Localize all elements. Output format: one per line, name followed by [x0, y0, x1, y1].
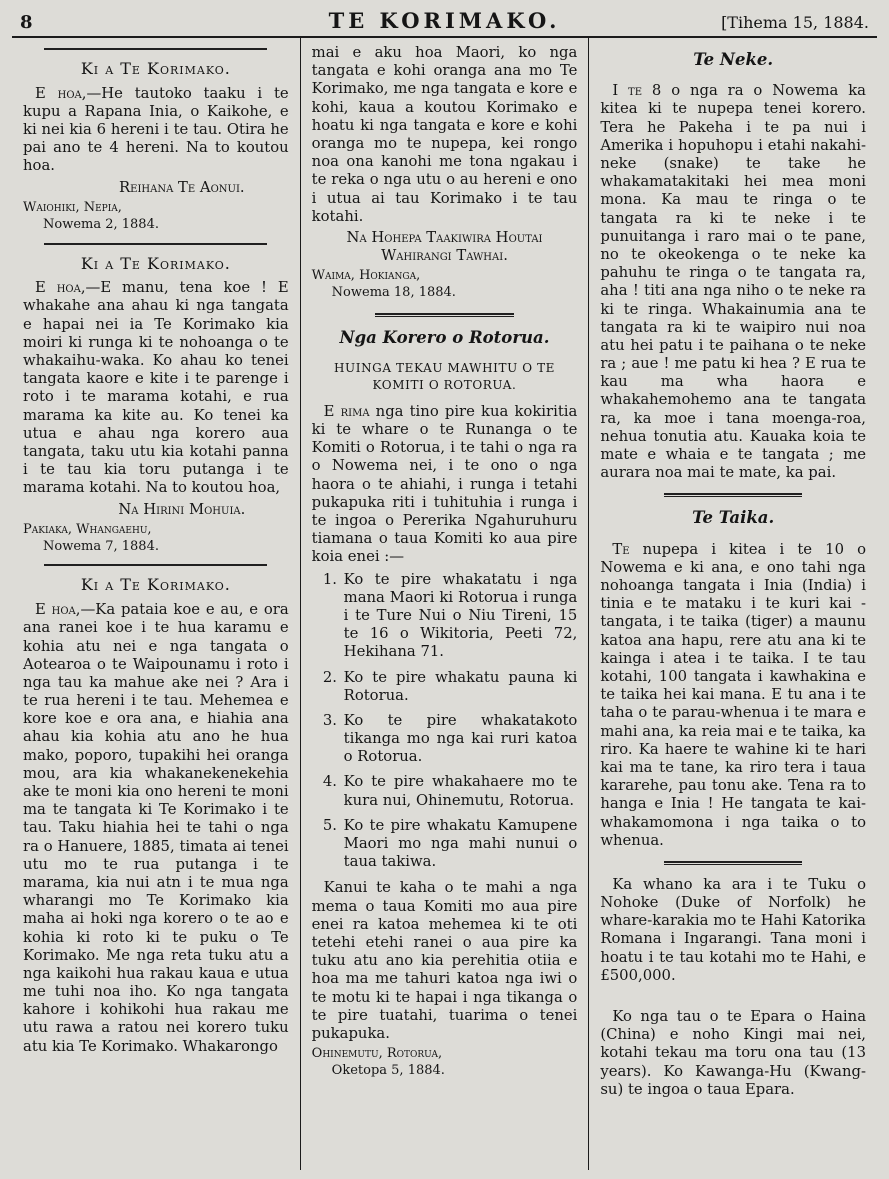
letter-heading: Ki a Te Korimako.	[80, 59, 231, 78]
article-text: nga tino pire kua kokiritia ki te whare o te Runanga o te Komiti o Rotorua, i te tahi o nga ra o Nowema nei, i te ono o nga haora o te ahiahi, i runga i tetahi pukapuka riti i tuhituhia i runga i te ingoa o Pererika Ngahuruhuru tiamana o taua Komiti ko aua pire koia enei :—	[311, 402, 578, 566]
dateline-place: Waima, Hokianga,	[311, 268, 421, 284]
article-te-neke	[600, 50, 866, 482]
letter-text: He tautoko taaku i te kupu a Rapana Inia, o Kaikohe, e ki nei kia 6 hereni i te tau. Otira he pai ano te 4 hereni. Na to koutou hoa.	[23, 84, 289, 175]
article-body	[600, 541, 866, 850]
letter-body	[23, 601, 289, 1056]
column-1	[12, 38, 300, 1170]
dateline-place: Ohinemutu, Rotorua,	[311, 1046, 443, 1062]
bill-item: 1. Ko te pire whakatatu i nga mana Maori ki Rotorua i runga i te Ture Nui o Niu Tireni, 15 te 16 o Wikitoria, Peeti 72, Hekihana 71.	[342, 571, 578, 662]
article-lead: I te	[612, 82, 643, 100]
dateline-date: Nowema 7, 1884.	[43, 538, 159, 554]
letter-salutation: E hoa,—	[35, 279, 101, 297]
dateline-date: Oketopa 5, 1884.	[331, 1062, 445, 1078]
article-title: Nga Korero o Rotorua.	[339, 328, 550, 348]
bill-item: 4. Ko te pire whakahaere mo te kura nui, Ohinemutu, Rotorua.	[342, 773, 578, 809]
column-2	[300, 38, 589, 1170]
columns	[12, 38, 877, 1170]
news-note: Ko nga tau o te Epara o Haina (China) e noho Kingi mai nei, kotahi tekau ma toru ona tau (13 years). Ko Kawanga-Hu (Kwang-su) te ingoa o taua Epara.	[600, 1008, 867, 1098]
paper-title: TE KORIMAKO.	[328, 8, 561, 33]
article-divider	[664, 861, 802, 865]
letter-3	[23, 575, 289, 1055]
issue-date: [Tihema 15, 1884.	[721, 13, 869, 32]
article-subtitle: HUINGA TEKAU MAWHITU O TE KOMITI O ROTORUA.	[333, 361, 556, 393]
letter-continuation: mai e aku hoa Maori, ko nga tangata e kohi oranga ana mo Te Korimako, me nga tangata e kore e kohi, kaua a koutou Korimako e hoatu ki nga tangata e kore e kohi oranga mo te nupepa, kei rongo noa ona kanohi me tona ngakau i te reka o nga utu o au hereni e ono i utua ai tau Korimako i te tau kotahi.	[311, 44, 578, 225]
article-closing: Kanui te kaha o te mahi a nga mema o taua Komiti mo aua pire enei ra katoa mehemea ki te oti tetehi etehi ranei o aua pire ka tuku atu ano kia perehitia otiia e hoa ma me tahuri katoa nga iwi o te motu ki te hapai i nga tikanga o te pire tuatahi, tuarima o tenei pukapuka.	[311, 879, 578, 1042]
dateline-date: Nowema 2, 1884.	[43, 216, 159, 232]
signature: Na Hirini Mohuia.	[118, 500, 246, 518]
bill-list	[342, 571, 578, 872]
dateline-place: Waiohiki, Nepia,	[23, 199, 122, 215]
news-note: Ka whano ka ara i te Tuku o Nohoke (Duke of Norfolk) he whare-karakia mo te Hahi Katorika Romana i Ingarangi. Tana moni i hoatu i te tau kotahi mo te Hahi, e £500,000.	[600, 875, 867, 984]
bill-item: 5. Ko te pire whakatu Kamupene Maori mo nga mahi nunui o taua takiwa.	[342, 817, 578, 872]
letter-heading: Ki a Te Korimako.	[80, 253, 231, 273]
masthead	[12, 4, 877, 36]
letter-1	[23, 59, 289, 234]
dateline-date: Nowema 18, 1884.	[331, 285, 456, 301]
column-3	[588, 38, 877, 1170]
section-rule	[44, 48, 267, 50]
letter-2	[23, 254, 289, 556]
article-lead: Te	[612, 540, 630, 558]
article-divider	[375, 313, 513, 317]
letter-salutation: E hoa,—	[35, 601, 96, 619]
letter-heading: Ki a Te Korimako.	[80, 575, 231, 595]
letter-salutation: E hoa,—	[35, 84, 102, 102]
article-rotorua	[312, 328, 578, 1080]
dateline-place: Pakiaka, Whangaehu,	[23, 521, 152, 537]
article-body	[600, 82, 866, 482]
bill-item: 2. Ko te pire whakatu pauna ki Rotorua.	[342, 669, 578, 705]
article-te-taika	[600, 508, 866, 849]
section-rule	[44, 564, 267, 566]
article-title: Te Neke.	[693, 50, 774, 69]
letter-body	[23, 85, 289, 176]
section-rule	[44, 243, 267, 245]
article-intro	[312, 403, 578, 567]
spacer	[600, 994, 866, 1008]
page-number: 8	[20, 12, 33, 33]
letter-text: E manu, tena koe ! E whakahe ana ahau ki nga tangata e hapai nei ia Te Korimako kia moiri ki runga ki te nohoanga o te whakaihu-waka. Ko ahau ko tenei tangata kaore e kite i te parenge i roto i te marama kotahi, e rua marama ka kite au. Ko tenei ka utua e ahau nga korero aua tangata, taku utu kia kotahi panna i te tau kia toru putanga i te marama kotahi. Na to koutou hoa,	[23, 279, 289, 497]
article-divider	[664, 493, 802, 497]
signature: Na Hohepa Taakiwira Houtai Wahirangi Tawhai.	[346, 228, 543, 265]
article-text: nupepa i kitea i te 10 o Nowema e ki ana, e ono tahi nga nohoanga tangata i Inia (India) i tinia e te mataku i te kuri kai - tangata, i te taika (tiger) a maunu katoa ana hapu, rere atu ana ki te kainga i atea i te taika. I te tau kotahi, 100 tangata i kawhakina e te taika hei kai mana. E tu ana i te taha o te parau-whenua i te mara e mahi ana, ka reia mai e te taika, ka riro. Ka haere te wahine ki te hari kai ma te tane, ka riro tera i taua kararehe, pau tonu ake. Tena ra to hanga e Inia ! He tangata te kai-whakamomona i nga taika o to whenua.	[600, 540, 867, 849]
article-lead: E rima	[323, 402, 370, 420]
letter-text: Ka pataia koe e au, e ora ana ranei koe i te hua karamu e kohia atu nei e nga tangata o Aotearoa o te Waipounamu i roto i nga tau ka mahue ake nei ? Ara i te rua hereni i te tau. Mehemea e kore koe e ora ana, e hiahia ana ahau kia kohia atu ano he hua mako, poporo, tupakihi hei oranga mou, ara kia whakanekenekehia ake te moni kia ono hereni te moni ma te tangata ki Te Korimako i te tau. Taku hiahia hei te tahi o nga ra o Hanuere, 1885, timata ai tenei utu mo te rua putanga i te marama, kia nui atn i te mua nga wharangi mo Te Korimako kia maha ai hoki nga korero o te ao e kohia ki roto ki te puku o Te Korimako. Me nga reta tuku atu a nga kaikohi hua rakau kaua e utua me tuhi noa iho. Ko nga tangata kahore i kohikohi hua rakau me utu rawa a ratou nei korero tuku atu kia Te Korimako. Whakarongo	[23, 601, 289, 1055]
letter-body	[23, 279, 289, 497]
bill-item: 3. Ko te pire whakatakoto tikanga mo nga kai ruri katoa o Rotorua.	[342, 712, 578, 767]
article-text: 8 o nga ra o Nowema ka kitea ki te nupepa tenei korero. Tera he Pakeha i te pa nui i Amerika i hopuhopu i etahi nakahi-neke (snake) te take he whakamatakitaki hei mea moni mona. Ka mau te ringa o te tangata ra ki te neke i te punuitanga i raro mai o te pane, no te okeokenga o te neke ka pahuhu te ringa o te tangata ra, aha ! titi ana nga niho o te neke ra ki te ringa. Whakainumia ana te tangata ra ki te waipiro nui noa atu hei patu i te paihana o te neke ra ; aue ! me patu ki hea ? E rua te kau ma wha haora e whakahemohemo ana te tangata ra, ka moe i tana moenga-roa, nehua tonutia atu. Kauaka koia te mate e whaia e te tangata ; me aurara noa mai te mate, ka pai.	[600, 82, 867, 482]
signature: Reihana Te Aonui.	[119, 178, 245, 196]
article-title: Te Taika.	[692, 508, 775, 528]
